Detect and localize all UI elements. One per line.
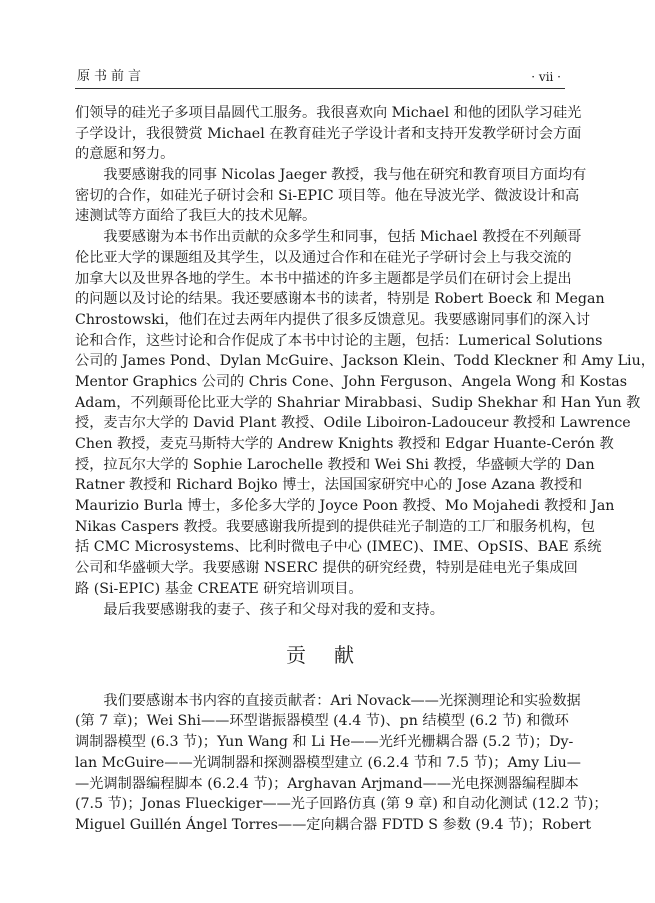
text-line: Miguel Guillén Ángel Torres——定向耦合器 FDTD S 参数 (9.4 节)；Robert bbox=[75, 816, 592, 833]
paragraph bbox=[75, 165, 587, 227]
text-line: 我要感谢为本书作出贡献的众多学生和同事，包括 Michael 教授在不列颠哥 bbox=[103, 229, 582, 246]
text-line: 公司的 James Pond、Dylan McGuire、Jackson Klein、Todd Kleckner 和 Amy Liu， bbox=[75, 353, 655, 370]
page-body bbox=[75, 103, 655, 836]
running-header bbox=[75, 67, 565, 87]
text-line: (第 7 章)；Wei Shi——环型谐振器模型 (4.4 节)、pn 结模型 (6.2 节) 和微环 bbox=[75, 713, 569, 730]
text-line: 我们要感谢本书内容的直接贡献者：Ari Novack——光探测理论和实验数据 bbox=[103, 692, 581, 709]
text-line: 我要感谢我的同事 Nicolas Jaeger 教授，我与他在研究和教育项目方面均有 bbox=[103, 167, 587, 184]
section-heading-contributions: 贡献 bbox=[286, 643, 382, 668]
paragraph bbox=[75, 691, 608, 836]
text-line: 伦比亚大学的课题组及其学生，以及通过合作和在硅光子学研讨会上与我交流的 bbox=[75, 249, 572, 266]
text-line: 路 (Si-EPIC) 基金 CREATE 研究培训项目。 bbox=[75, 580, 363, 597]
text-line: —光调制器编程脚本 (6.2.4 节)；Arghavan Arjmand——光电探测器编程脚本 bbox=[75, 775, 579, 792]
paragraph bbox=[75, 103, 582, 165]
text-line: 子学设计，我很赞赏 Michael 在教育硅光子学设计者和支持开发教学研讨会方面 bbox=[75, 125, 582, 142]
text-line: 的问题以及讨论的结果。我还要感谢本书的读者，特别是 Robert Boeck 和 Megan bbox=[75, 291, 605, 308]
text-line: 括 CMC Microsystems、比利时微电子中心 (IMEC)、IME、OpSIS、BAE 系统 bbox=[75, 539, 602, 556]
text-line: 公司和华盛顿大学。我要感谢 NSERC 提供的研究经费，特别是硅电光子集成回 bbox=[75, 560, 578, 577]
header-rule bbox=[75, 88, 565, 89]
text-line: 速测试等方面给了我巨大的技术见解。 bbox=[75, 208, 317, 225]
text-line: lan McGuire——光调制器和探测器模型建立 (6.2.4 节和 7.5 节)；Amy Liu— bbox=[75, 754, 581, 771]
text-line: 授，拉瓦尔大学的 Sophie Larochelle 教授和 Wei Shi 教授，华盛顿大学的 Dan bbox=[75, 456, 595, 473]
text-line: 密切的合作，如硅光子研讨会和 Si-EPIC 项目等。他在导波光学、微波设计和高 bbox=[75, 187, 580, 204]
text-line: 调制器模型 (6.3 节)；Yun Wang 和 Li He——光纤光栅耦合器 (5.2 节)；Dy- bbox=[75, 734, 574, 751]
text-line: 授，麦吉尔大学的 David Plant 教授、Odile Liboiron-Ladouceur 教授和 Lawrence bbox=[75, 415, 631, 432]
text-line: 最后我要感谢我的妻子、孩子和父母对我的爱和支持。 bbox=[103, 601, 444, 618]
text-line: Nikas Caspers 教授。我要感谢我所提到的提供硅光子制造的工厂和服务机构，包 bbox=[75, 518, 595, 535]
text-line: Adam，不列颠哥伦比亚大学的 Shahriar Mirabbasi、Sudip Shekhar 和 Han Yun 教 bbox=[75, 394, 641, 411]
text-line: Chrostowski，他们在过去两年内提供了很多反馈意见。我要感谢同事们的深入讨 bbox=[75, 311, 591, 328]
text-line: Mentor Graphics 公司的 Chris Cone、John Ferguson、Angela Wong 和 Kostas bbox=[75, 373, 628, 390]
text-line: 论和合作，这些讨论和合作促成了本书中讨论的主题，包括：Lumerical Solutions bbox=[75, 332, 603, 349]
paragraph bbox=[75, 227, 655, 599]
text-line: Chen 教授，麦克马斯特大学的 Andrew Knights 教授和 Edgar Huante-Cerón 教 bbox=[75, 436, 614, 452]
preface-text bbox=[75, 103, 655, 620]
text-line: 的意愿和努力。 bbox=[75, 146, 175, 163]
text-line: 们领导的硅光子多项目晶圆代工服务。我很喜欢向 Michael 和他的团队学习硅光 bbox=[75, 105, 582, 121]
paragraph bbox=[75, 600, 565, 621]
text-line: Ratner 教授和 Richard Bojko 博士，法国国家研究中心的 Jose Azana 教授和 bbox=[75, 477, 583, 494]
text-line: Maurizio Burla 博士，多伦多大学的 Joyce Poon 教授、Mo Mojahedi 教授和 Jan bbox=[75, 498, 615, 515]
contributions-text bbox=[75, 691, 608, 836]
running-header-section: 原书前言 bbox=[77, 69, 146, 84]
text-line: (7.5 节)；Jonas Flueckiger——光子回路仿真 (第 9 章) 和自动化测试 (12.2 节)； bbox=[75, 796, 608, 813]
page-number: · vii · bbox=[531, 70, 561, 84]
text-line: 加拿大以及世界各地的学生。本书中描述的许多主题都是学员们在研讨会上提出 bbox=[75, 270, 572, 287]
